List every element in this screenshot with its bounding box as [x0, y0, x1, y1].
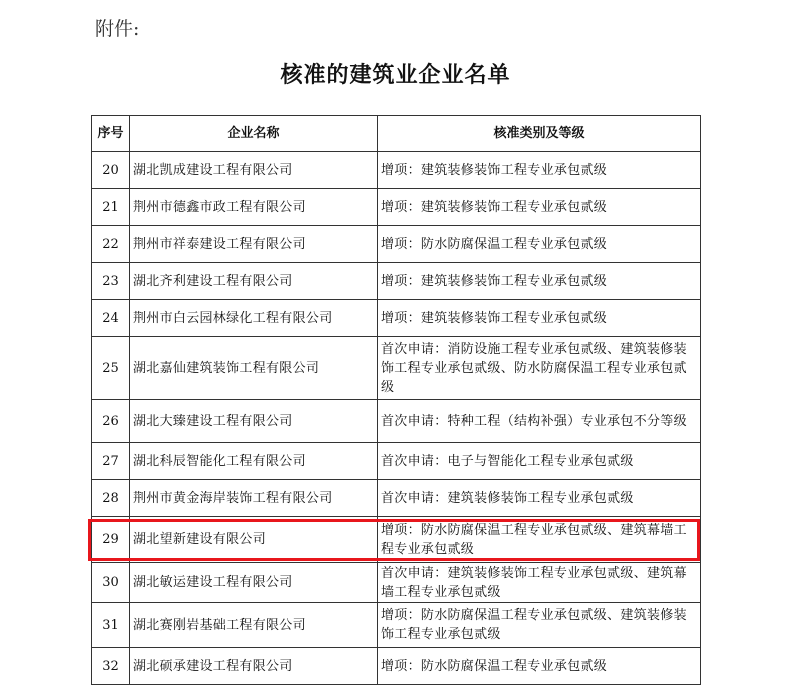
row-number: 22 — [92, 226, 130, 263]
row-number: 26 — [92, 400, 130, 443]
category-grade: 首次申请：消防设施工程专业承包贰级、建筑装修装饰工程专业承包贰级、防水防腐保温工程专业承包贰级 — [378, 337, 701, 400]
table-row — [92, 152, 701, 189]
document-title: 核准的建筑业企业名单 — [280, 63, 511, 88]
category-grade: 增项：建筑装修装饰工程专业承包贰级 — [378, 263, 701, 300]
row-number: 20 — [92, 152, 130, 189]
table-row — [92, 480, 701, 517]
company-name: 湖北科辰智能化工程有限公司 — [130, 443, 378, 480]
row-number: 29 — [92, 517, 130, 563]
table-row — [92, 400, 701, 443]
category-grade: 首次申请：电子与智能化工程专业承包贰级 — [378, 443, 701, 480]
row-number: 28 — [92, 480, 130, 517]
table-row — [92, 603, 701, 648]
row-number: 30 — [92, 563, 130, 603]
company-name: 湖北硕承建设工程有限公司 — [130, 648, 378, 685]
category-grade: 增项：建筑装修装饰工程专业承包贰级 — [378, 189, 701, 226]
attachment-label: 附件: — [95, 18, 140, 40]
header-category-grade: 核准类别及等级 — [378, 116, 701, 152]
company-name: 荆州市祥泰建设工程有限公司 — [130, 226, 378, 263]
company-name: 湖北齐利建设工程有限公司 — [130, 263, 378, 300]
table-row — [92, 563, 701, 603]
company-name: 荆州市黄金海岸装饰工程有限公司 — [130, 480, 378, 517]
category-grade: 首次申请：特种工程（结构补强）专业承包不分等级 — [378, 400, 701, 443]
company-name: 湖北凯成建设工程有限公司 — [130, 152, 378, 189]
category-grade: 增项：建筑装修装饰工程专业承包贰级 — [378, 152, 701, 189]
company-table — [91, 115, 701, 685]
row-number: 23 — [92, 263, 130, 300]
category-grade: 增项：防水防腐保温工程专业承包贰级、建筑幕墙工程专业承包贰级 — [378, 517, 701, 563]
company-name: 湖北赛刚岩基础工程有限公司 — [130, 603, 378, 648]
row-number: 21 — [92, 189, 130, 226]
table-row — [92, 189, 701, 226]
table-row — [92, 648, 701, 685]
category-grade: 首次申请：建筑装修装饰工程专业承包贰级 — [378, 480, 701, 517]
company-name: 湖北大臻建设工程有限公司 — [130, 400, 378, 443]
company-name: 湖北嘉仙建筑装饰工程有限公司 — [130, 337, 378, 400]
row-number: 32 — [92, 648, 130, 685]
table-row — [92, 300, 701, 337]
row-number: 25 — [92, 337, 130, 400]
table-row-highlighted — [92, 517, 701, 563]
category-grade: 增项：防水防腐保温工程专业承包贰级 — [378, 648, 701, 685]
company-name: 荆州市德鑫市政工程有限公司 — [130, 189, 378, 226]
row-number: 27 — [92, 443, 130, 480]
category-grade: 首次申请：建筑装修装饰工程专业承包贰级、建筑幕墙工程专业承包贰级 — [378, 563, 701, 603]
table-header-row — [92, 116, 701, 152]
table-row — [92, 263, 701, 300]
category-grade: 增项：防水防腐保温工程专业承包贰级、建筑装修装饰工程专业承包贰级 — [378, 603, 701, 648]
table-row — [92, 337, 701, 400]
category-grade: 增项：防水防腐保温工程专业承包贰级 — [378, 226, 701, 263]
row-number: 24 — [92, 300, 130, 337]
company-name: 湖北敏运建设工程有限公司 — [130, 563, 378, 603]
category-grade: 增项：建筑装修装饰工程专业承包贰级 — [378, 300, 701, 337]
company-name: 荆州市白云园林绿化工程有限公司 — [130, 300, 378, 337]
header-number: 序号 — [92, 116, 130, 152]
table-row — [92, 226, 701, 263]
company-name: 湖北望新建设有限公司 — [130, 517, 378, 563]
table-row — [92, 443, 701, 480]
header-company-name: 企业名称 — [130, 116, 378, 152]
row-number: 31 — [92, 603, 130, 648]
